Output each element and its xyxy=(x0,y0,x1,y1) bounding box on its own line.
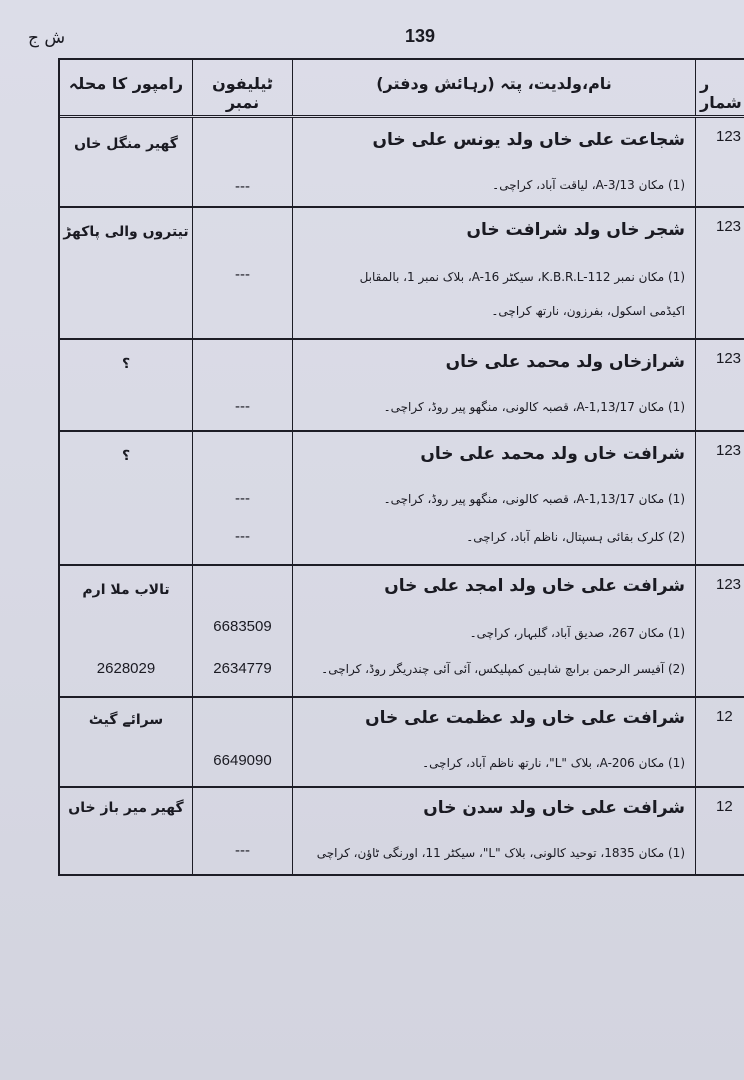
row-extra-phone: 2628029 xyxy=(96,660,156,677)
table-row xyxy=(60,118,744,208)
row-serial: 123 xyxy=(716,350,742,367)
row-phone: --- xyxy=(235,266,250,283)
table-row xyxy=(60,698,744,788)
row-name: شرازخاں ولد محمد علی خاں xyxy=(445,352,685,372)
header-name-cell xyxy=(292,60,695,115)
row-serial: 12 xyxy=(716,708,733,725)
row-serial: 123 xyxy=(716,128,742,145)
table-row xyxy=(60,566,744,698)
row-address: (1) مکان 1835، توحید کالونی، بلاک "L"، سیکٹر 11، اورنگی ٹاؤن، کراچی xyxy=(316,846,685,860)
row-serial: 123 xyxy=(716,576,742,593)
row-area: گھیر میر باز خاں xyxy=(68,800,184,816)
row-name: شرافت علی خاں ولد سدن خاں xyxy=(423,798,685,818)
row-phone: --- xyxy=(235,178,250,195)
row-phone: --- xyxy=(235,842,250,859)
row-phone: --- xyxy=(235,528,250,545)
row-area: ؟ xyxy=(121,448,131,464)
row-area: گھیر منگل خاں xyxy=(74,136,178,152)
row-phone: --- xyxy=(235,490,250,507)
row-name: شجر خاں ولد شرافت خاں xyxy=(466,220,685,240)
row-serial: 123 xyxy=(716,218,742,235)
table-header xyxy=(60,60,744,118)
row-phone: --- xyxy=(235,398,250,415)
row-address: (1) مکان A-206، بلاک "L"، نارتھ ناظم آباد، کراچی۔ xyxy=(422,756,685,770)
row-name: شرافت علی خاں ولد امجد علی خاں xyxy=(384,576,685,596)
row-phone: 6683509 xyxy=(213,618,272,635)
row-area: تالاب ملا ارم xyxy=(82,582,170,598)
row-area: ؟ xyxy=(121,356,131,372)
table-row xyxy=(60,788,744,876)
header-serial-cell xyxy=(695,60,744,115)
row-name: شجاعت علی خاں ولد یونس علی خاں xyxy=(372,130,685,150)
directory-table xyxy=(58,58,744,876)
header-area: رامپور کا محلہ xyxy=(68,74,184,93)
page-number: 139 xyxy=(404,26,436,46)
header-phone-cell xyxy=(192,60,292,115)
header-phone: ٹیلیفون نمبر xyxy=(212,74,273,112)
section-mark: ش ج xyxy=(28,28,66,48)
row-serial: 12 xyxy=(716,798,733,815)
row-phone: 2634779 xyxy=(213,660,272,677)
table-row xyxy=(60,340,744,432)
row-address: (2) کلرک بقائی ہسپتال، ناظم آباد، کراچی۔ xyxy=(466,530,685,544)
row-address: (1) مکان A-1,13/17، قصبہ کالونی، منگھو پیر روڈ، کراچی۔ xyxy=(383,400,685,414)
row-address: (1) مکان A-1,13/17، قصبہ کالونی، منگھو پیر روڈ، کراچی۔ xyxy=(383,492,685,506)
table-row xyxy=(60,432,744,566)
row-address: (1) مکان نمبر K.B.R.L-112، سیکٹر A-16، بلاک نمبر 1، بالمقابل xyxy=(359,270,685,284)
row-phone: 6649090 xyxy=(213,752,272,769)
row-address: اکیڈمی اسکول، بفرزون، نارتھ کراچی۔ xyxy=(491,304,685,318)
header-serial: ر شمار xyxy=(700,74,742,112)
header-name: نام،ولدیت، پتہ (رہائش ودفتر) xyxy=(376,74,612,93)
row-serial: 123 xyxy=(716,442,742,459)
header-area-cell xyxy=(60,60,192,115)
row-address: (2) آفیسر الرحمن براںچ شاہین کمپلیکس، آئی آئی چندریگر روڈ، کراچی۔ xyxy=(321,662,685,676)
table-row xyxy=(60,208,744,340)
row-name: شرافت علی خاں ولد عظمت علی خاں xyxy=(365,708,685,728)
row-area: سرائے گیٹ xyxy=(88,712,164,728)
row-name: شرافت خاں ولد محمد علی خاں xyxy=(420,444,685,464)
row-address: (1) مکان 267، صدیق آباد، گلبہار، کراچی۔ xyxy=(469,626,685,640)
row-area: تیتروں والی پاکھڑ xyxy=(63,224,189,240)
row-address: (1) مکان A-3/13، لیاقت آباد، کراچی۔ xyxy=(492,178,685,192)
